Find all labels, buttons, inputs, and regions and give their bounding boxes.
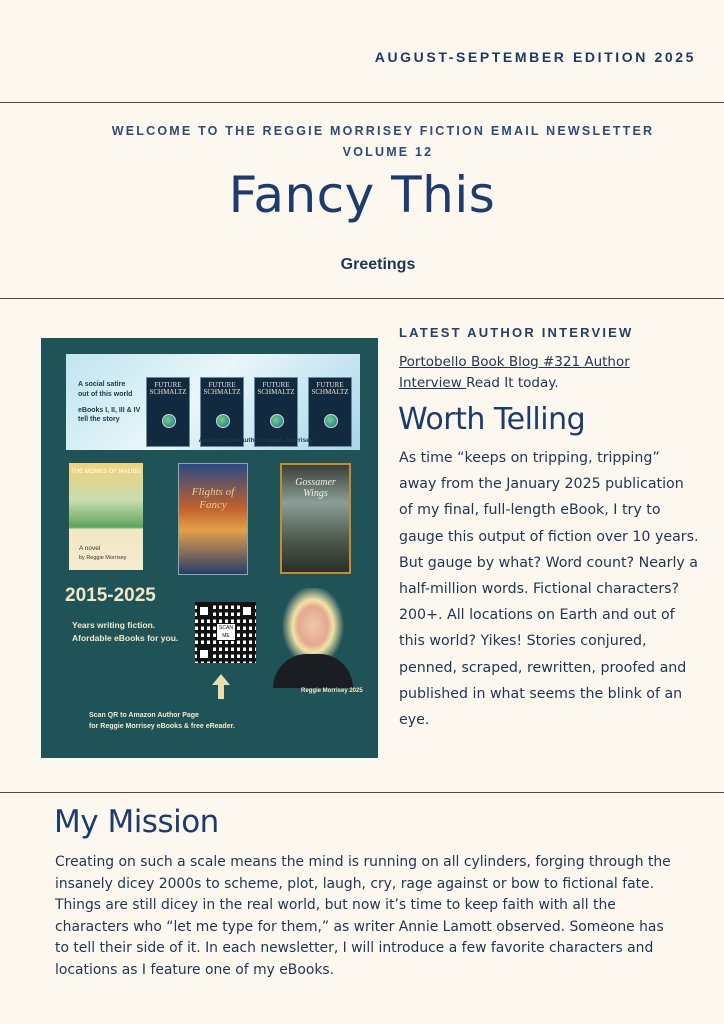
welcome-heading: WELCOME TO THE REGGIE MORRISEY FICTION EMAIL NEWSLETTER	[111, 124, 655, 138]
years-label: 2015-2025	[65, 585, 156, 606]
amazon-url: Amazon.com/author/reggie_morrisey	[198, 437, 314, 444]
series-cover-2: FUTURE SCHMALTZ	[200, 377, 244, 447]
banner-text: A social satire out of this world eBooks I, II, III & IV tell the story	[78, 381, 141, 424]
volume-label: VOLUME 12	[342, 145, 434, 159]
series-cover-4: FUTURE SCHMALTZ	[308, 377, 352, 447]
interview-after-link: Read It today.	[466, 375, 559, 391]
globe-icon	[216, 414, 230, 428]
divider-bottom	[0, 792, 724, 793]
mission-title: My Mission	[54, 804, 219, 840]
author-photo	[265, 588, 361, 688]
book-cover-gossamer-wings: Gossamer Wings	[280, 463, 351, 574]
interview-link[interactable]: Portobello Book Blog #321 Author Interview	[399, 354, 630, 391]
globe-icon	[324, 414, 338, 428]
book-cover-monks-of-malibu: THE MONKS OF MALIBU A novel by Reggie Morrisey	[69, 463, 143, 570]
edition-label: AUGUST-SEPTEMBER EDITION 2025	[374, 49, 696, 65]
greeting: Greetings	[340, 256, 416, 273]
series-banner	[66, 354, 360, 450]
worth-telling-body: As time “keeps on tripping, tripping” away from the January 2025 publication of my final, full-length eBook, I try to gauge this output of fiction over 10 years. But gauge by what? Word count? Nearly a half-million words. Fictional characters? 200+. All locations on Earth and out of this world? Yikes! Stories conjured, penned, scraped, rewritten, proofed and published in what seems the blink of an eye.	[399, 450, 699, 729]
series-cover-1: FUTURE SCHMALTZ	[146, 377, 190, 447]
book-cover-flights-of-fancy: Flights of Fancy	[178, 463, 248, 575]
qr-scan-me-label: SCAN ME	[216, 623, 236, 641]
arrow-up-icon	[212, 674, 230, 685]
qr-code[interactable]	[195, 602, 256, 663]
globe-icon	[270, 414, 284, 428]
divider-middle	[0, 298, 724, 299]
years-subtext: Years writing fiction. Afordable eBooks for you.	[72, 620, 179, 644]
newsletter-title: Fancy This	[228, 166, 496, 224]
worth-telling-title: Worth Telling	[398, 402, 586, 437]
divider-top	[0, 102, 724, 103]
interview-block	[399, 352, 689, 394]
mission-body: Creating on such a scale means the mind is running on all cylinders, forging through the insanely dicey 2000s to scheme, plot, laugh, cry, rage against or bow to fictional fate. Things are still dicey in the real world, but now it’s time to keep faith with all the characters who “let me type for them,” as writer Annie Lamott observed. Someone has to tell their side of it. In each newsletter, I will introduce a few favorite characters and locations as I feature one of my eBooks.	[55, 854, 671, 978]
series-cover-3: FUTURE SCHMALTZ	[254, 377, 298, 447]
photo-caption: Reggie Morrisey 2025	[301, 688, 363, 694]
scan-instructions: Scan QR to Amazon Author Page for Reggie Morrisey eBooks & free eReader.	[89, 712, 235, 731]
interview-heading: LATEST AUTHOR INTERVIEW	[399, 325, 634, 340]
promo-panel	[41, 338, 378, 758]
globe-icon	[162, 414, 176, 428]
